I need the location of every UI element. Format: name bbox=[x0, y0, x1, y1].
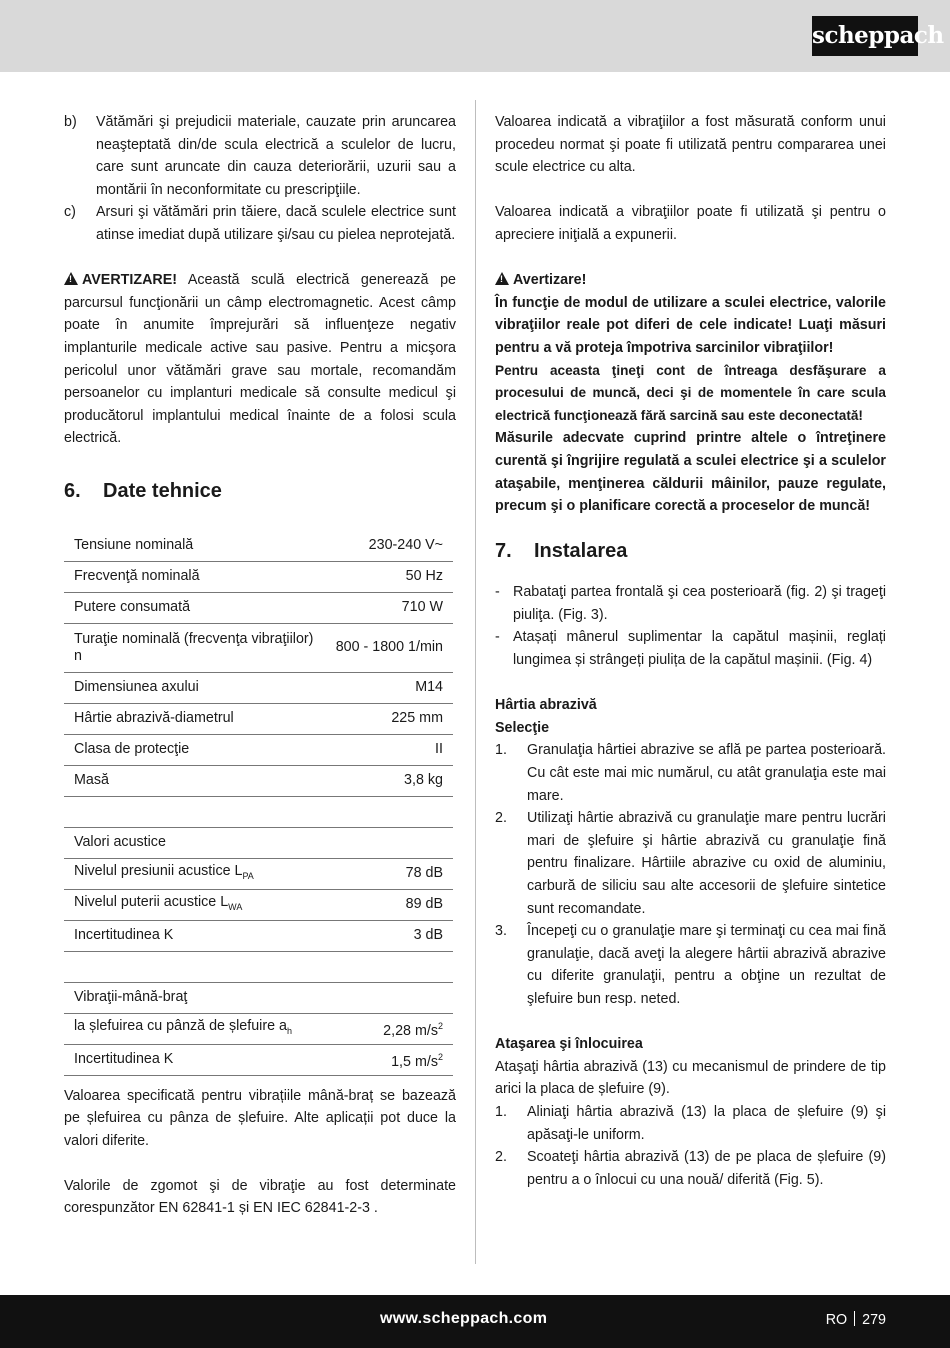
spec-label-text: Dimensiunea axului bbox=[74, 679, 199, 695]
table-row bbox=[64, 889, 453, 920]
spec-value bbox=[326, 765, 453, 796]
spec-value-text: 710 W bbox=[401, 599, 443, 615]
page-header bbox=[0, 0, 950, 72]
list-item bbox=[495, 581, 886, 626]
spec-label bbox=[64, 1044, 326, 1075]
list-item bbox=[495, 1146, 886, 1191]
list-item bbox=[495, 920, 886, 1010]
spec-label-text: Tensiune nominală bbox=[74, 537, 194, 553]
subheading: Hârtia abrazivă bbox=[495, 697, 597, 714]
spec-value bbox=[326, 1013, 453, 1044]
list-text: Vătămări şi prejudicii materiale, cauzate prin aruncarea neaşteptată din/de scula electrică a sculelor de lucru, care sunt aruncate din cauza deteriorării, uzurii sau a montării în neconformitate cu prescripţiile. bbox=[96, 114, 456, 198]
numbered-list bbox=[495, 1101, 886, 1191]
paragraph: Valoarea indicată a vibraţiilor a fost măsurată conform unui procedeu normat şi poate fi utilizată pentru compararea unei scule electrice cu alta. bbox=[495, 114, 886, 176]
spec-value bbox=[326, 889, 453, 920]
table-row bbox=[64, 623, 453, 672]
list-marker: c) bbox=[64, 204, 76, 221]
table-row bbox=[64, 1044, 453, 1075]
table-row bbox=[64, 672, 453, 703]
paragraph: Ataşaţi hârtia abrazivă (13) cu mecanismul de prindere de tip arici la placa de șlefuire (9). bbox=[495, 1058, 886, 1098]
subheading: Ataşarea şi înlocuirea bbox=[495, 1036, 643, 1053]
spec-label bbox=[64, 703, 326, 734]
spec-value bbox=[326, 672, 453, 703]
spec-label-text: Incertitudinea K bbox=[74, 1051, 174, 1067]
table-section-header bbox=[64, 982, 453, 1013]
list-item bbox=[495, 739, 886, 807]
spec-label bbox=[64, 592, 326, 623]
spec-label bbox=[64, 982, 326, 1013]
list-item bbox=[495, 1101, 886, 1146]
warning-text: În funcţie de modul de utilizare a sculei electrice, valorile vibraţiilor reale pot diferi de cele indicate! Luaţi măsuri pentru a vă proteja împotriva sarcinilor vibraţiilor! bbox=[495, 294, 886, 356]
superscript: 2 bbox=[437, 1051, 443, 1062]
table-spacer bbox=[64, 796, 453, 827]
list-marker: - bbox=[495, 584, 500, 601]
spec-label-text: Masă bbox=[74, 772, 109, 788]
spec-label-text: Incertitudinea K bbox=[74, 927, 174, 943]
spec-value bbox=[326, 734, 453, 765]
spec-value bbox=[326, 858, 453, 889]
spec-label-text: Clasa de protecţie bbox=[74, 741, 190, 757]
table-spacer bbox=[64, 951, 453, 982]
list-text: Granulaţia hârtiei abrazive se află pe partea posterioară. Cu cât este mai mic numărul, cu atât granulaţia este mai mare. bbox=[527, 742, 886, 804]
superscript: 2 bbox=[437, 1020, 443, 1031]
list-marker: 3. bbox=[495, 923, 507, 940]
spec-value-text: 78 dB bbox=[405, 865, 443, 881]
spec-value bbox=[326, 531, 453, 562]
warning-icon bbox=[64, 272, 78, 285]
spec-value-text: 800 - 1800 1/min bbox=[335, 639, 443, 655]
page-number: 279 bbox=[862, 1312, 886, 1328]
table-row bbox=[64, 1013, 453, 1044]
list-marker: 1. bbox=[495, 1103, 507, 1120]
spec-label bbox=[64, 1013, 326, 1044]
warning-text: Această sculă electrică generează pe parcursul funcţionării un câmp electromagnetic. Acest câmp poate în anumite împrejurări să influenţeze negativ implanturile medicale active sau pasive. Pentru a micşora pericolul unor vătămări grave sau mortale, recomandăm persoanelor cu implanturi medicale să consulte medicul şi producătorul implantului medical înainte de a folosi scula electrică. bbox=[64, 272, 456, 447]
spec-value-text: 225 mm bbox=[391, 710, 443, 726]
table-row bbox=[64, 592, 453, 623]
numbered-list bbox=[495, 739, 886, 1010]
section-heading bbox=[64, 480, 456, 503]
table-row bbox=[64, 858, 453, 889]
table-row bbox=[64, 561, 453, 592]
warning-text: Pentru aceasta ţineţi cont de întreaga desfăşurare a procesului de muncă, deci şi de momentele în care scula electrică funcţionează fără sarcină sau este deconectată! bbox=[495, 362, 886, 423]
spec-value-text: 3,8 kg bbox=[404, 772, 443, 788]
list-marker: - bbox=[495, 629, 500, 646]
list-marker: b) bbox=[64, 114, 77, 130]
spec-value bbox=[326, 827, 453, 858]
website-link[interactable]: www.scheppach.com bbox=[380, 1310, 548, 1327]
list-text: Începeţi cu o granulaţie mare şi terminaţi cu cea mai fină granulaţie, dacă aveţi la alegere hârtii abrazivă abrazive cu diferite granulaţii, pentru a obţine un rezultat de şlefuire bun resp. neted. bbox=[527, 923, 886, 1007]
note-paragraph: Valorile de zgomot şi de vibraţie au fost determinate corespunzător EN 62841-1 și EN IEC 62841-2-3 . bbox=[64, 1177, 456, 1217]
spec-value-text: 1,5 m/s bbox=[391, 1053, 438, 1070]
spec-label bbox=[64, 920, 326, 951]
warning-heading bbox=[495, 269, 886, 292]
spec-value bbox=[326, 1044, 453, 1075]
separator bbox=[854, 1311, 855, 1326]
spec-value bbox=[326, 920, 453, 951]
spec-value-text: 3 dB bbox=[413, 927, 443, 943]
warning-icon bbox=[495, 272, 509, 285]
spec-value-text: 50 Hz bbox=[405, 568, 443, 584]
spec-value bbox=[326, 703, 453, 734]
list-marker: 2. bbox=[495, 1149, 507, 1166]
spec-value bbox=[326, 982, 453, 1013]
spec-label-text: Valori acustice bbox=[74, 834, 166, 850]
spec-label bbox=[64, 827, 326, 858]
language-code: RO bbox=[825, 1312, 848, 1328]
spec-value-text: 2,28 m/s bbox=[383, 1022, 438, 1039]
list-item bbox=[495, 626, 886, 671]
spec-label bbox=[64, 858, 326, 889]
table-row bbox=[64, 920, 453, 951]
table-section-header bbox=[64, 827, 453, 858]
list-marker: 2. bbox=[495, 810, 507, 827]
spec-value bbox=[326, 623, 453, 672]
spec-value-text: 89 dB bbox=[405, 896, 443, 912]
list-text: Utilizaţi hârtie abrazivă cu granulaţie mare pentru lucrări mari de şlefuire şi hârtie abrazivă cu granulaţie fină pentru finalizare. Hârtiile abrazive cu oxid de aluminiu, carbură de siliciu sau alte accesorii de şlefuire sintetice sunt recomandate. bbox=[527, 810, 886, 917]
list-text: Arsuri şi vătămări prin tăiere, dacă sculele electrice sunt atinse imediat după utilizare şi/sau cu pielea neprotejată. bbox=[96, 204, 456, 243]
section-number: 7. bbox=[495, 539, 512, 562]
section-number: 6. bbox=[64, 479, 81, 502]
left-column bbox=[64, 111, 456, 1220]
spec-label-text: Turaţie nominală (frecvenţa vibraţiilor) n bbox=[74, 630, 314, 664]
spec-label-text: Putere consumată bbox=[74, 599, 191, 615]
spec-value-text: 230-240 V~ bbox=[368, 537, 443, 553]
spec-value bbox=[326, 561, 453, 592]
list-text: Scoateţi hârtia abrazivă (13) de pe placa de șlefuire (9) pentru a o înlocui cu una nouă/ diferită (Fig. 5). bbox=[527, 1149, 886, 1188]
spec-label bbox=[64, 672, 326, 703]
table-row bbox=[64, 734, 453, 765]
spec-label-text: la șlefuirea cu pânză de șlefuire a bbox=[74, 1017, 287, 1034]
subscript: WA bbox=[228, 901, 243, 912]
subscript: PA bbox=[242, 870, 254, 881]
page-footer bbox=[0, 1295, 950, 1348]
spec-value-text: II bbox=[435, 741, 443, 757]
spec-label bbox=[64, 734, 326, 765]
list-item bbox=[64, 201, 456, 246]
warning-label: Avertizare! bbox=[513, 272, 587, 289]
paragraph: Valoarea indicată a vibraţiilor poate fi utilizată şi pentru o apreciere iniţială a expunerii. bbox=[495, 204, 886, 243]
spec-label bbox=[64, 623, 326, 672]
list-text: Atașați mânerul suplimentar la capătul mașinii, reglați lungimea și strângeți piulița de la capătul mașinii. (Fig. 4) bbox=[513, 629, 886, 669]
spec-value bbox=[326, 592, 453, 623]
table-row bbox=[64, 765, 453, 796]
table-row bbox=[64, 531, 453, 562]
spec-value-text: M14 bbox=[415, 679, 443, 695]
column-divider bbox=[475, 100, 476, 1264]
spec-label bbox=[64, 561, 326, 592]
spec-label-text: Frecvenţă nominală bbox=[74, 568, 200, 584]
note-paragraph: Valoarea specificată pentru vibrațiile mână-braț se bazează pe șlefuirea cu pânza de șlefuire. Alte aplicații pot duce la valori diferite. bbox=[64, 1087, 456, 1149]
spec-label bbox=[64, 889, 326, 920]
list-item bbox=[64, 111, 456, 201]
subscript: h bbox=[287, 1025, 293, 1036]
section-heading bbox=[495, 540, 886, 563]
spec-table bbox=[64, 531, 453, 1076]
list-text: Aliniaţi hârtia abrazivă (13) la placa de șlefuire (9) şi apăsaţi-le uniform. bbox=[527, 1103, 886, 1143]
list-marker: 1. bbox=[495, 742, 507, 759]
dash-list bbox=[495, 581, 886, 671]
section-title: Instalarea bbox=[534, 539, 628, 562]
spec-label-text: Nivelul presiunii acustice L bbox=[74, 862, 243, 879]
list-text: Rabataţi partea frontală şi cea posterioară (fig. 2) şi trageţi piuliţa. (Fig. 3). bbox=[513, 584, 886, 623]
spec-label-text: Nivelul puterii acustice L bbox=[74, 893, 229, 910]
warning-text: Măsurile adecvate cuprind printre altele o întreţinere curentă şi îngrijire regulată a sculei electrice şi a sculelor ataşabile, menţinerea căldurii mâinilor, pauze regulate, precum şi o planificare corectă a proceselor de muncă! bbox=[495, 430, 886, 515]
warning-label: AVERTIZARE! bbox=[82, 272, 178, 289]
page-indicator bbox=[826, 1311, 886, 1328]
section-title: Date tehnice bbox=[103, 479, 222, 502]
spec-label-text: Vibraţii-mână-braţ bbox=[74, 989, 188, 1005]
scheppach-logo: scheppach bbox=[812, 16, 918, 56]
spec-label-text: Hârtie abrazivă-diametrul bbox=[74, 710, 234, 726]
spec-label bbox=[64, 765, 326, 796]
subheading: Selecţie bbox=[495, 719, 550, 736]
list-item bbox=[495, 807, 886, 920]
table-row bbox=[64, 703, 453, 734]
right-column bbox=[495, 111, 886, 1191]
spec-label bbox=[64, 531, 326, 562]
warning-paragraph bbox=[64, 269, 456, 450]
